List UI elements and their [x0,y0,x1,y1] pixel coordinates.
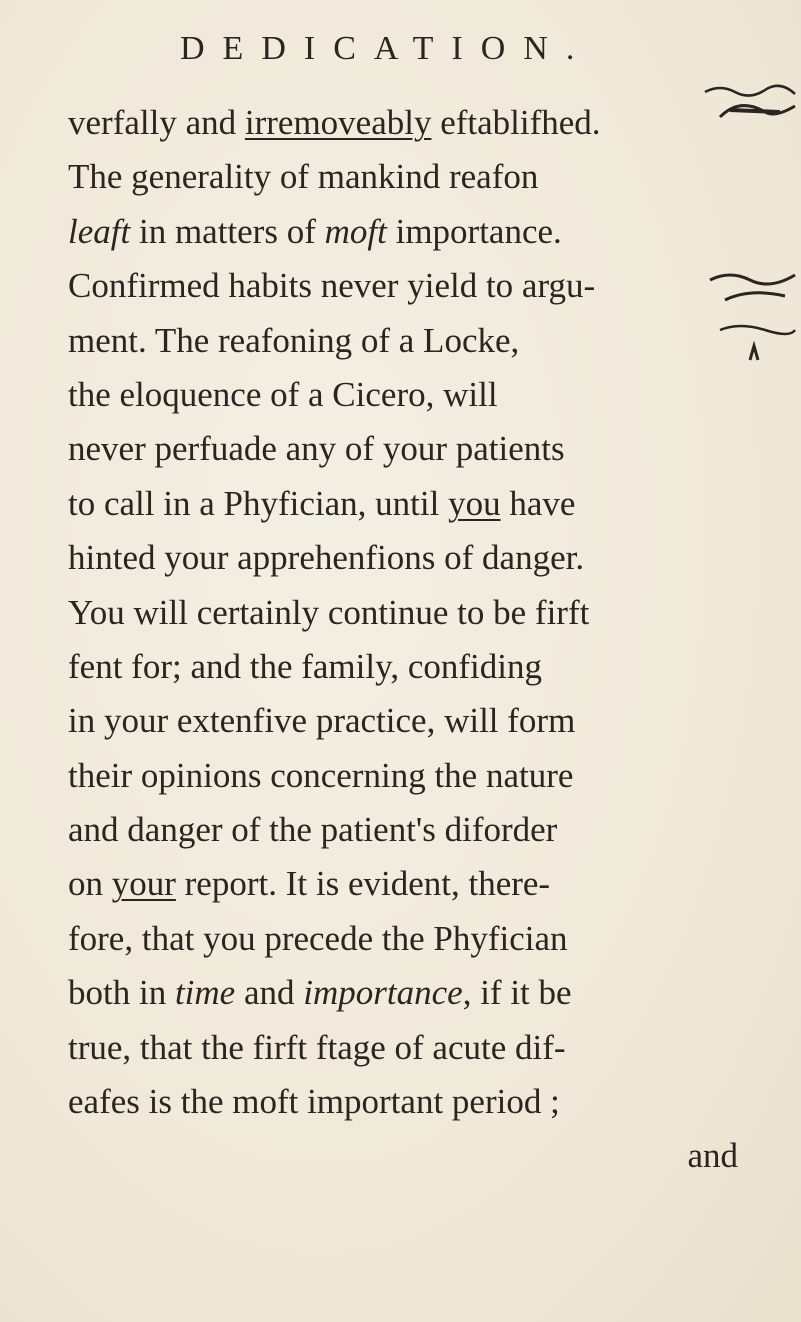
text-line-11 [68,640,768,694]
underlined-word: your [111,864,176,904]
text-segment: to call in a Phyfician, until [68,483,449,523]
text-line-1 [68,96,768,150]
text-segment: The generality of mankind reafon [68,157,539,197]
text-segment: their opinions concerning the nature [68,755,574,795]
text-segment: Confirmed habits never yield to argu- [68,266,596,306]
text-segment: importance. [386,211,562,251]
text-line-19 [68,1075,768,1129]
text-line-18 [68,1021,768,1075]
italic-word: time [174,973,236,1013]
text-segment: eafes is the moft important period ; [68,1082,560,1122]
text-line-15 [68,857,768,911]
text-segment: fent for; and the family, confiding [68,646,542,686]
text-segment: the eloquence of a Cicero, will [68,374,498,414]
text-line-3 [68,205,768,259]
text-segment: on [68,864,112,904]
italic-word: leaft [68,211,131,251]
running-head: DEDICATION. [180,30,593,67]
margin-scribble-2 [705,265,800,375]
text-line-13 [68,749,768,803]
margin-scribble-1 [700,82,800,132]
text-segment: ment. The reafoning of a Locke, [68,320,520,360]
text-segment: and [687,1136,738,1176]
text-line-9 [68,531,768,585]
italic-word: moft [324,211,387,251]
text-segment: verfally and [68,103,245,142]
text-line-16 [68,912,768,966]
text-segment: have [500,483,576,523]
text-segment: fore, that you precede the Phyfician [68,918,568,958]
text-segment: never perfuade any of your patients [68,429,565,469]
catchword [68,1129,768,1183]
text-line-10 [68,586,768,640]
text-segment: in matters of [130,211,325,251]
text-segment: eftablifhed. [431,103,601,142]
italic-word: importance [303,973,463,1013]
text-segment: report. It is evident, there- [175,864,551,904]
text-line-5 [68,314,768,368]
text-segment: both in [68,973,175,1013]
text-line-6 [68,368,768,422]
text-line-12 [68,694,768,748]
text-segment: and danger of the patient's diforder [68,810,558,850]
text-segment: true, that the firft ftage of acute dif- [68,1027,566,1067]
text-line-4 [68,259,768,313]
text-segment: and [235,973,304,1013]
text-line-2 [68,150,768,204]
text-line-14 [68,803,768,857]
text-line-7 [68,422,768,476]
body-text [68,96,768,1184]
text-segment: in your extenfive practice, will form [68,701,576,741]
text-line-17 [68,966,768,1020]
text-segment: hinted your apprehenfions of danger. [68,538,585,578]
underlined-word: irremoveably [244,103,432,142]
text-segment: You will certainly continue to be firft [68,592,590,632]
text-segment: , if it be [462,973,572,1013]
text-line-8 [68,477,768,531]
underlined-word: you [448,483,501,523]
